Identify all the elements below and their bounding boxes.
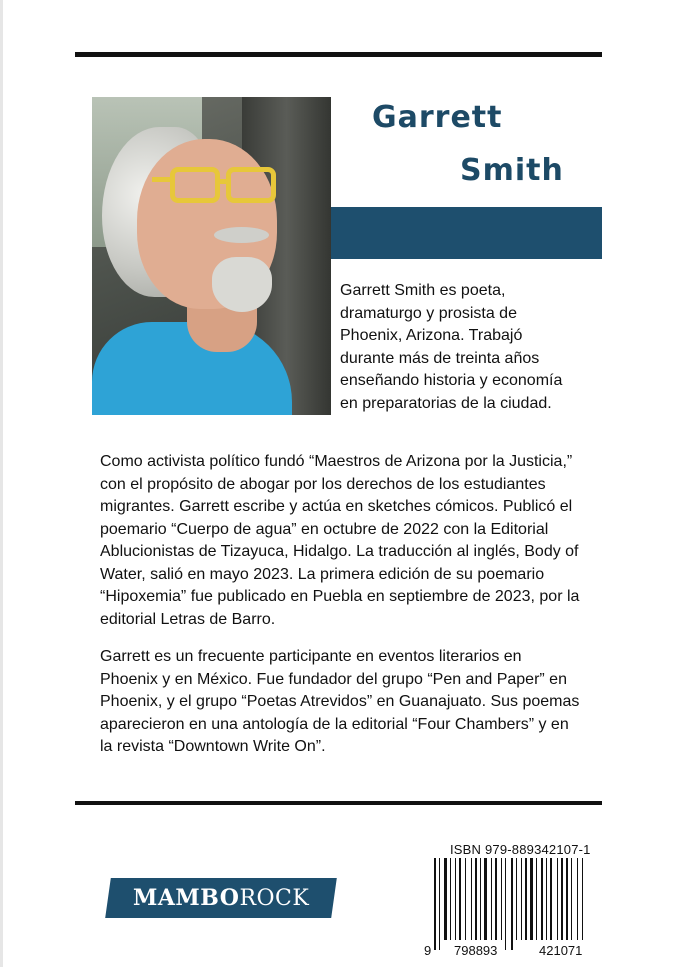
author-first-name: Garrett: [372, 100, 503, 135]
barcode-bars: [434, 858, 624, 940]
logo-text-rock: ROCK: [239, 886, 310, 911]
page-edge: [0, 0, 3, 967]
barcode-digits-group1: 798893: [454, 943, 498, 958]
yellow-glasses: [152, 167, 280, 207]
author-last-name: Smith: [460, 153, 564, 188]
bottom-divider: [75, 801, 602, 805]
bio-paragraph-3: Garrett es un frecuente participante en eventos literarios en Phoenix y en México. Fue fundador del grupo “Pen and Paper” en Phoenix, y el grupo “Poetas Atrevidos” en Guanajuato. Sus poemas aparecieron en una antología de la editorial “Four Chambers” y en la revista “Downtown Write On”.: [100, 648, 580, 755]
accent-band: [331, 207, 602, 259]
publisher-logo: [105, 878, 337, 918]
logo-text-mambo: MAMBO: [132, 885, 240, 911]
barcode-digit-lead: 9: [424, 943, 432, 958]
barcode-digits-group2: 421071: [539, 943, 583, 958]
top-divider: [75, 52, 602, 57]
bio-paragraph-2: Como activista político fundó “Maestros de Arizona por la Justicia,” con el propósito de abogar por los derechos de los estudiantes migrantes. Garrett escribe y actúa en sketches cómicos. Publicó el poemario “Cuerpo de agua” en octubre de 2022 con la Editorial Ablucionistas de Tizayuca, Hidalgo. La traducción al inglés, Body of Water, salió en mayo 2023. La primera edición de su poemario “Hipoxemia” fue publicado en Puebla en septiembre de 2023, por la editorial Letras de Barro.: [100, 453, 580, 628]
bio-intro: Garrett Smith es poeta, dramaturgo y prosista de Phoenix, Arizona. Trabajó durante más de treinta años enseñando historia y economía en preparatorias de la ciudad.: [340, 282, 563, 412]
isbn-label: ISBN 979-889342107-1: [450, 842, 591, 857]
isbn-barcode: [422, 840, 634, 967]
author-photo: [92, 97, 331, 415]
